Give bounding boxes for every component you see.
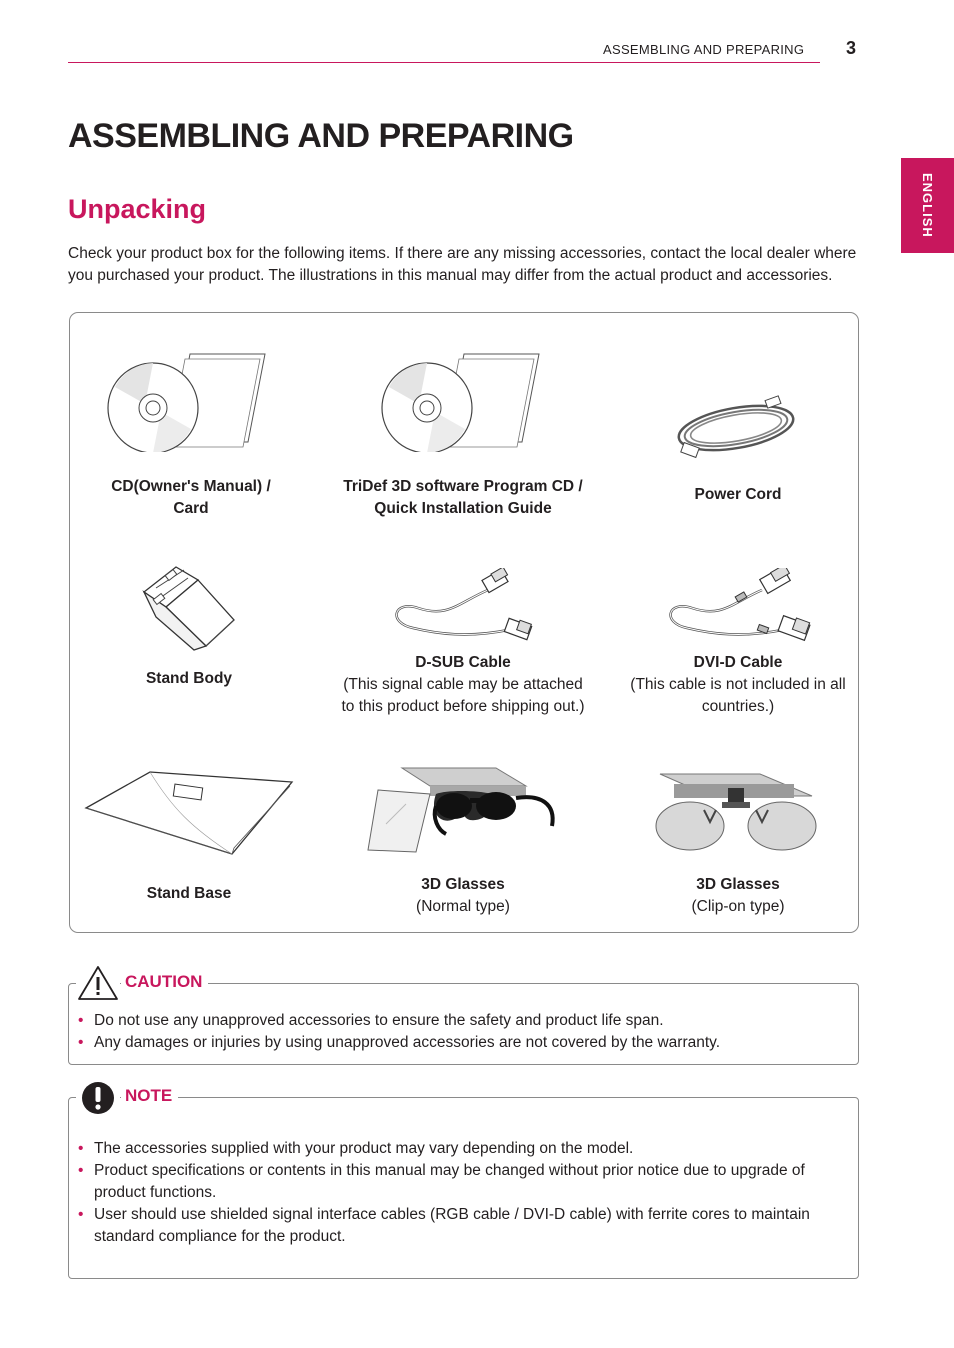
item-label-stand-body: Stand Body: [145, 670, 233, 687]
warning-triangle-icon: [76, 964, 120, 1002]
language-tab: [901, 158, 954, 253]
item-label-cd-card: CD(Owner's Manual) / Card: [111, 478, 271, 517]
item-label-dsub-cable: D-SUB Cable (This signal cable may be attached to this product before shipping out.): [341, 654, 585, 715]
cd-card-icon: [105, 352, 270, 452]
caution-item: • Do not use any unapproved accessories to ensure the safety and product life span.: [68, 1010, 848, 1032]
page-title: ASSEMBLING AND PREPARING: [68, 117, 574, 155]
item-label-power-cord: Power Cord: [694, 486, 782, 503]
note-item: • The accessories supplied with your product may vary depending on the model.: [68, 1138, 848, 1160]
item-label-glasses-clipon: 3D Glasses (Clip-on type): [691, 876, 785, 915]
item-label-cd-guide: TriDef 3D software Program CD / Quick Installation Guide: [343, 478, 583, 517]
glasses-normal-icon: [366, 764, 561, 856]
item-label-glasses-normal: 3D Glasses (Normal type): [416, 876, 510, 915]
page-number: 3: [846, 38, 857, 58]
stand-body-icon: [136, 562, 241, 654]
cd-guide-icon: [379, 352, 544, 452]
item-label-stand-base: Stand Base: [146, 885, 232, 902]
power-cord-icon: [670, 390, 805, 465]
glasses-clipon-icon: [652, 770, 820, 856]
intro-paragraph: Check your product box for the following items. If there are any missing accessories, contact the local dealer where you purchased your product. The illustrations in this manual may differ from the actual product and accessories.: [68, 245, 857, 284]
caution-list: [68, 1010, 848, 1054]
dvi-cable-icon: [662, 568, 817, 643]
note-item: • User should use shielded signal interface cables (RGB cable / DVI-D cable) with ferrite cores to maintain standard compliance for the product.: [68, 1204, 848, 1248]
note-list: [68, 1138, 848, 1248]
running-header-section: ASSEMBLING AND PREPARING: [603, 42, 805, 57]
note-label: NOTE: [121, 1086, 178, 1106]
note-exclamation-icon: [76, 1080, 120, 1116]
stand-base-icon: [82, 768, 297, 858]
language-tab-label: ENGLISH: [920, 173, 935, 238]
section-title: Unpacking: [68, 194, 207, 224]
caution-label: CAUTION: [121, 972, 208, 992]
caution-item: • Any damages or injuries by using unapproved accessories are not covered by the warranty.: [68, 1032, 848, 1054]
header-rule: [68, 62, 820, 63]
item-label-dvi-cable: DVI-D Cable (This cable is not included in all countries.): [630, 654, 846, 715]
note-item: • Product specifications or contents in this manual may be changed without prior notice due to upgrade of product functions.: [68, 1160, 848, 1204]
dsub-cable-icon: [388, 568, 538, 643]
